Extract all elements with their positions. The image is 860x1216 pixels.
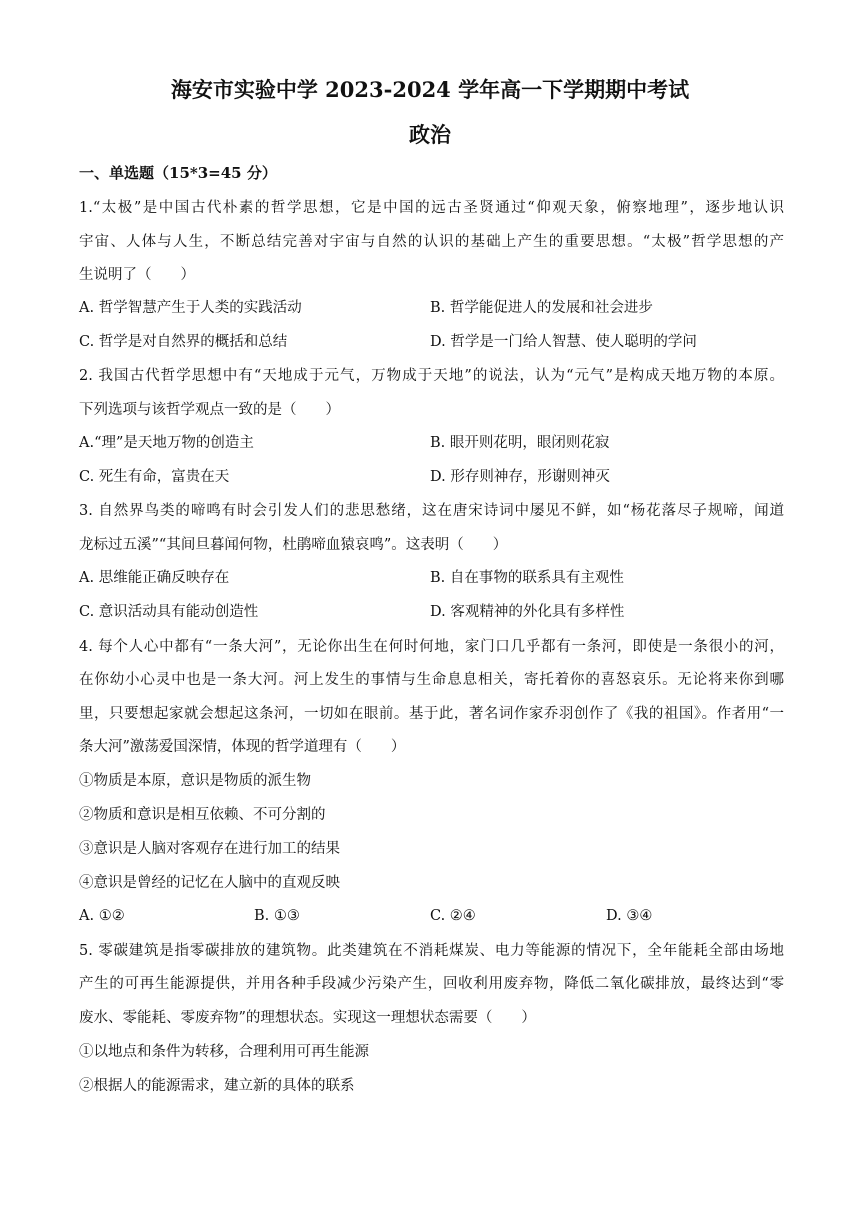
question-4-line-2: 在你幼小心灵中也是一条大河。河上发生的事情与生命息息相关，寄托着你的喜怒哀乐。无论将来你到哪: [79, 672, 784, 688]
question-5-line-3: 废水、零能耗、零废弃物”的理想状态。实现这一理想状态需要（ ）: [79, 1010, 536, 1026]
question-3-line-2: 龙标过五溪”“其间旦暮闻何物，杜鹃啼血猿哀鸣”。这表明（ ）: [79, 537, 508, 553]
question-1-option-c[interactable]: C. 哲学是对自然界的概括和总结: [79, 334, 288, 350]
question-4-line-3: 里，只要想起家就会想起这条河，一切如在眼前。基于此，著名词作家乔羽创作了《我的祖国》。作者用“一: [79, 706, 784, 722]
question-5-line-2: 产生的可再生能源提供，并用各种手段减少污染产生，回收利用废弃物，降低二氧化碳排放，最终达到“零: [79, 976, 784, 992]
question-1-option-a[interactable]: A. 哲学智慧产生于人类的实践活动: [79, 300, 302, 316]
question-4-item-2: ②物质和意识是相互依赖、不可分割的: [79, 807, 326, 823]
question-3-option-a[interactable]: A. 思维能正确反映存在: [79, 570, 230, 586]
exam-title: 海安市实验中学 2023-2024 学年高一下学期期中考试: [170, 77, 690, 102]
question-1-option-d[interactable]: D. 哲学是一门给人智慧、使人聪明的学问: [430, 334, 697, 350]
question-2-option-c[interactable]: C. 死生有命，富贵在天: [79, 469, 230, 485]
question-4-option-b[interactable]: B. ①③: [254, 908, 300, 924]
question-1-option-b[interactable]: B. 哲学能促进人的发展和社会进步: [430, 300, 653, 316]
question-2-line-2: 下列选项与该哲学观点一致的是（ ）: [79, 402, 340, 418]
question-4-option-c[interactable]: C. ②④: [430, 908, 476, 924]
question-5-line-1: 5. 零碳建筑是指零碳排放的建筑物。此类建筑在不消耗煤炭、电力等能源的情况下，全年能耗全部由场地: [79, 943, 784, 959]
question-1-line-1: 1.“太极”是中国古代朴素的哲学思想，它是中国的远古圣贤通过“仰观天象，俯察地理”，逐步地认识: [79, 200, 784, 216]
question-1-line-2: 宇宙、人体与人生，不断总结完善对宇宙与自然的认识的基础上产生的重要思想。“太极”哲学思想的产: [79, 234, 784, 250]
question-3-option-b[interactable]: B. 自在事物的联系具有主观性: [430, 570, 624, 586]
subject-title: 政治: [409, 122, 451, 147]
question-4-item-4: ④意识是曾经的记忆在人脑中的直观反映: [79, 875, 340, 891]
question-5-item-2: ②根据人的能源需求，建立新的具体的联系: [79, 1078, 355, 1094]
question-4-item-3: ③意识是人脑对客观存在进行加工的结果: [79, 841, 340, 857]
question-2-option-b[interactable]: B. 眼开则花明，眼闭则花寂: [430, 435, 610, 451]
question-4-line-1: 4. 每个人心中都有“一条大河”，无论你出生在何时何地，家门口几乎都有一条河，即使是一条很小的河，: [79, 639, 784, 655]
question-2-option-d[interactable]: D. 形存则神存，形谢则神灭: [430, 469, 610, 485]
question-4-item-1: ①物质是本原，意识是物质的派生物: [79, 773, 311, 789]
question-4-option-a[interactable]: A. ①②: [79, 908, 125, 924]
question-4-line-4: 条大河”激荡爱国深情，体现的哲学道理有（ ）: [79, 739, 406, 755]
question-4-option-d[interactable]: D. ③④: [606, 908, 653, 924]
question-3-line-1: 3. 自然界鸟类的啼鸣有时会引发人们的悲思愁绪，这在唐宋诗词中屡见不鲜，如“杨花落尽子规啼，闻道: [79, 503, 784, 519]
question-1-line-3: 生说明了（ ）: [79, 267, 195, 283]
question-5-item-1: ①以地点和条件为转移，合理利用可再生能源: [79, 1044, 369, 1060]
question-3-option-d[interactable]: D. 客观精神的外化具有多样性: [430, 604, 625, 620]
section-heading: 一、单选题（15*3=45 分）: [79, 164, 277, 182]
question-3-option-c[interactable]: C. 意识活动具有能动创造性: [79, 604, 259, 620]
question-2-line-1: 2. 我国古代哲学思想中有“天地成于元气，万物成于天地”的说法，认为“元气”是构成天地万物的本原。: [79, 368, 784, 384]
question-2-option-a[interactable]: A.“理”是天地万物的创造主: [79, 435, 254, 451]
